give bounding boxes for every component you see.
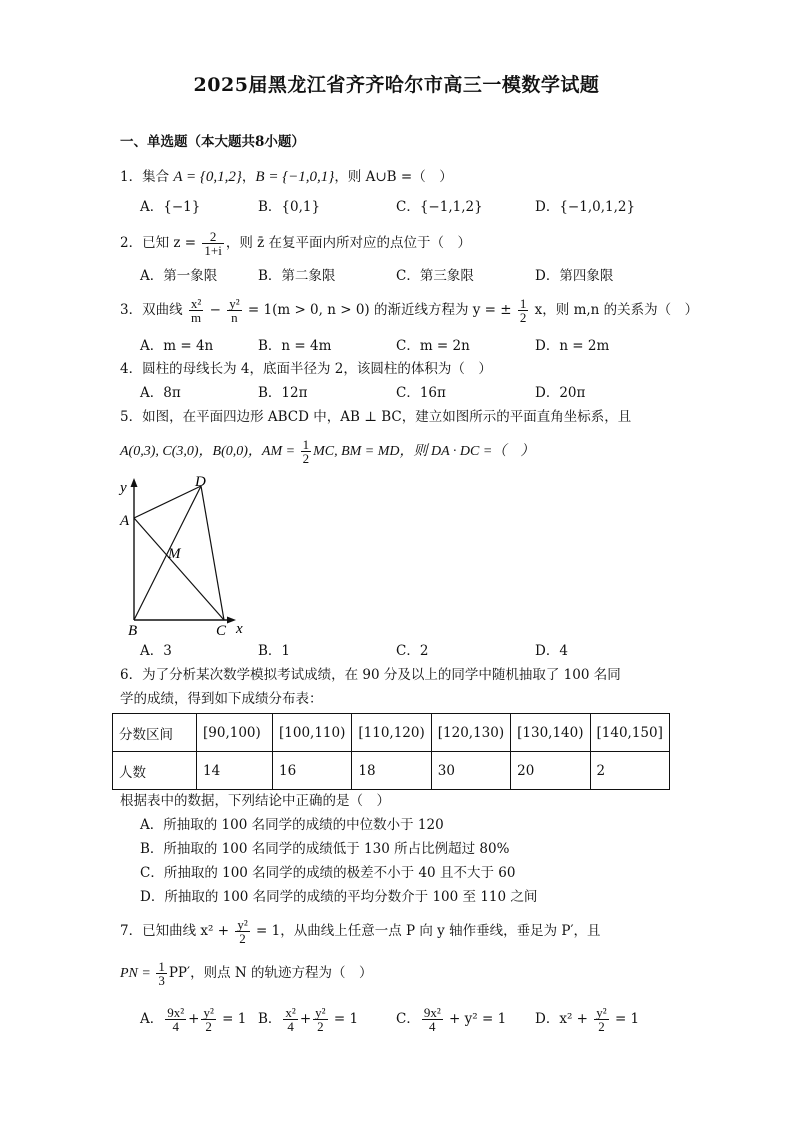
q3-cond: = 1(m > 0, n > 0) 的渐近线方程为 y = ± bbox=[243, 302, 516, 318]
q7-option-a: A． $\frac{\text{9x²}}{4}$ + $\frac{\text{y²}}{2}$ = 1 bbox=[140, 1005, 247, 1034]
q1-set-b: B = {−1,0,1} bbox=[255, 169, 335, 185]
q3-f3-den: 2 bbox=[519, 310, 527, 325]
table-cell: [100,110) bbox=[273, 714, 352, 752]
q7-c-f1n: 9x² bbox=[423, 1005, 441, 1020]
q7-c-frac1 bbox=[422, 1006, 443, 1033]
q1-tail: ，则 A∪B =（ ） bbox=[334, 169, 453, 185]
q6-option-b: B．所抽取的 100 名同学的成绩低于 130 所占比例超过 80% bbox=[140, 841, 510, 857]
q5-option-b: B．1 bbox=[258, 643, 291, 659]
table-cell: 2 bbox=[590, 752, 669, 790]
label-a: A bbox=[120, 513, 130, 529]
page-title: 2025届黑龙江省齐齐哈尔市高三一模数学试题 bbox=[193, 74, 600, 96]
q2-prefix: 2．已知 z = bbox=[120, 235, 201, 251]
q3-frac-x bbox=[189, 297, 203, 324]
table-cell: 分数区间 bbox=[113, 714, 197, 752]
q5-option-d: D．4 bbox=[535, 643, 568, 659]
q2-option-c: C．第三象限 bbox=[396, 268, 474, 284]
table-cell: 14 bbox=[197, 752, 273, 790]
q7-f2-den: 3 bbox=[158, 973, 165, 988]
q4-option-d: D．20π bbox=[535, 385, 586, 401]
q5-den: 2 bbox=[302, 451, 310, 466]
q1-option-b: B．{0,1} bbox=[258, 199, 321, 215]
table-cell: 人数 bbox=[113, 752, 197, 790]
q7-b-f2n: y² bbox=[315, 1005, 326, 1020]
q6-option-c: C．所抽取的 100 名同学的成绩的极差不小于 40 且不大于 60 bbox=[140, 865, 516, 881]
q7-d-pre: x² + bbox=[559, 1011, 593, 1027]
q3-f2-num: y² bbox=[229, 296, 240, 311]
q7-c-rest: + y² = 1 bbox=[444, 1011, 507, 1027]
q3-f3-num: 1 bbox=[519, 296, 527, 311]
question-7-stem-line2 bbox=[120, 958, 372, 989]
table-cell: 18 bbox=[352, 752, 431, 790]
q2-option-a: A．第一象限 bbox=[140, 268, 218, 284]
q1-prefix: 1．集合 bbox=[120, 169, 174, 185]
q1-set-a: A = {0,1,2} bbox=[173, 169, 242, 185]
q5-vec-am: AM = bbox=[261, 444, 299, 459]
q3-frac-y bbox=[227, 297, 241, 324]
q7-vec-pn: PN = bbox=[120, 966, 155, 981]
q2-fraction bbox=[202, 230, 223, 257]
q7-a-frac1 bbox=[165, 1006, 186, 1033]
q7-d-label: D． bbox=[535, 1011, 560, 1027]
q7-a-f2d: 2 bbox=[205, 1019, 212, 1034]
q2-den: 1+i bbox=[204, 243, 222, 258]
q3-option-d: D．n = 2m bbox=[535, 338, 610, 354]
q6-option-a: A．所抽取的 100 名同学的成绩的中位数小于 120 bbox=[140, 817, 444, 833]
q7-num: y² bbox=[237, 917, 248, 932]
q3-prefix: 3．双曲线 bbox=[120, 302, 187, 318]
q7-den: 2 bbox=[239, 931, 246, 946]
table-cell: [110,120) bbox=[352, 714, 431, 752]
q2-option-d: D．第四象限 bbox=[535, 268, 614, 284]
label-c: C bbox=[216, 623, 227, 639]
label-y: y bbox=[120, 480, 127, 496]
q5-num: 1 bbox=[302, 437, 310, 452]
question-6-after: 根据表中的数据，下列结论中正确的是（ ） bbox=[120, 793, 390, 809]
q5-figure bbox=[112, 470, 272, 640]
q7-a-f2n: y² bbox=[203, 1005, 214, 1020]
label-x: x bbox=[236, 621, 243, 637]
q7-b-f2d: 2 bbox=[317, 1019, 324, 1034]
q3-tail: x，则 m,n 的关系为（ ） bbox=[530, 302, 699, 318]
q1-option-c: C．{−1,1,2} bbox=[396, 199, 483, 215]
q3-f1-den: m bbox=[191, 310, 202, 325]
table-header-row bbox=[113, 714, 670, 752]
table-cell: [140,150] bbox=[590, 714, 669, 752]
q3-f2-den: n bbox=[231, 310, 238, 325]
q7-a-f1n: 9x² bbox=[167, 1005, 185, 1020]
question-4-stem: 4．圆柱的母线长为 4，底面半径为 2，该圆柱的体积为（ ） bbox=[120, 361, 492, 377]
x-axis-arrow bbox=[227, 617, 236, 624]
question-5-stem-line2 bbox=[120, 436, 534, 467]
table-row bbox=[113, 752, 670, 790]
q7-line2-tail: PP′，则点 N 的轨迹方程为（ ） bbox=[168, 965, 373, 981]
question-5-stem-line1: 5．如图，在平面四边形 ABCD 中，AB ⊥ BC，建立如图所示的平面直角坐标系，且 bbox=[120, 409, 632, 425]
q7-a-label: A． bbox=[140, 1011, 164, 1027]
segment-ad bbox=[134, 486, 201, 518]
segment-ac bbox=[134, 518, 224, 620]
q1-option-d: D．{−1,0,1,2} bbox=[535, 199, 636, 215]
q5-points: A(0,3), C(3,0)，B(0,0)， bbox=[120, 444, 262, 459]
q1-sep: ， bbox=[241, 169, 256, 185]
q3-option-a: A．m = 4n bbox=[140, 338, 214, 354]
q7-d-rest: = 1 bbox=[610, 1011, 640, 1027]
table-cell: [120,130) bbox=[431, 714, 510, 752]
q5-option-c: C．2 bbox=[396, 643, 429, 659]
question-6-stem-line2: 学的成绩，得到如下成绩分布表： bbox=[120, 691, 323, 707]
question-3-stem bbox=[120, 295, 698, 325]
q5-fraction bbox=[301, 438, 312, 465]
label-b: B bbox=[128, 623, 138, 639]
q7-d-fn: y² bbox=[596, 1005, 607, 1020]
q1-option-a: A．{−1} bbox=[140, 199, 201, 215]
q7-prefix: 7．已知曲线 x² + bbox=[120, 923, 234, 939]
q7-a-frac2 bbox=[201, 1006, 215, 1033]
q6-option-d: D．所抽取的 100 名同学的成绩的平均分数介于 100 至 110 之间 bbox=[140, 889, 538, 905]
label-d: D bbox=[195, 474, 206, 490]
q4-option-c: C．16π bbox=[396, 385, 446, 401]
q3-option-c: C．m = 2n bbox=[396, 338, 470, 354]
section-heading: 一、单选题（本大题共8小题） bbox=[120, 134, 305, 150]
q7-f2-num: 1 bbox=[158, 959, 165, 974]
question-6-stem-line1: 6．为了分析某次数学模拟考试成绩，在 90 分及以上的同学中随机抽取了 100 名同 bbox=[120, 667, 621, 683]
q7-fraction bbox=[235, 918, 249, 945]
label-m: M bbox=[168, 546, 181, 562]
question-7-stem-line1 bbox=[120, 916, 601, 946]
q7-tail: = 1，从曲线上任意一点 P 向 y 轴作垂线，垂足为 P′，且 bbox=[251, 923, 601, 939]
q7-option-c bbox=[396, 1004, 506, 1034]
table-cell: 30 bbox=[431, 752, 510, 790]
segment-dc bbox=[201, 486, 224, 620]
y-axis-arrow bbox=[131, 478, 138, 487]
q7-fraction-2 bbox=[156, 960, 167, 987]
q7-option-d bbox=[535, 1004, 639, 1034]
table-cell: 20 bbox=[511, 752, 590, 790]
q3-frac-half bbox=[518, 297, 529, 324]
table-cell: [90,100) bbox=[197, 714, 273, 752]
q2-option-b: B．第二象限 bbox=[258, 268, 336, 284]
q7-option-b: B． $\frac{\text{x²}}{4}$ + $\frac{\text{y²}}{2}$ = 1 bbox=[258, 1005, 359, 1034]
table-cell: 16 bbox=[273, 752, 352, 790]
q2-tail: ，则 z̄ 在复平面内所对应的点位于（ ） bbox=[225, 235, 472, 251]
q7-c-label: C． bbox=[396, 1011, 420, 1027]
q3-option-b: B．n = 4m bbox=[258, 338, 332, 354]
q7-a-f1d: 4 bbox=[172, 1019, 179, 1034]
question-1-stem bbox=[120, 168, 453, 186]
q7-d-frac bbox=[594, 1006, 608, 1033]
q4-option-a: A．8π bbox=[140, 385, 181, 401]
table-cell: [130,140) bbox=[511, 714, 590, 752]
question-2-stem bbox=[120, 228, 471, 258]
q3-f1-num: x² bbox=[190, 296, 202, 311]
q7-b-rest: = 1 bbox=[329, 1011, 359, 1027]
score-distribution-table bbox=[112, 713, 670, 790]
q7-b-frac1 bbox=[283, 1006, 297, 1033]
q7-b-f1n: x² bbox=[285, 1005, 296, 1020]
q3-minus: − bbox=[205, 302, 226, 318]
q5-option-a: A．3 bbox=[140, 643, 172, 659]
q2-num: 2 bbox=[202, 230, 223, 244]
q5-tail: MC, BM = MD，则 DA · DC =（ ） bbox=[313, 444, 535, 459]
q7-c-f1d: 4 bbox=[429, 1019, 436, 1034]
q7-b-f1d: 4 bbox=[287, 1019, 294, 1034]
q7-b-label: B． bbox=[258, 1011, 282, 1027]
q7-d-fd: 2 bbox=[598, 1019, 605, 1034]
q4-option-b: B．12π bbox=[258, 385, 308, 401]
q7-b-frac2 bbox=[313, 1006, 327, 1033]
q7-a-rest: = 1 bbox=[217, 1011, 247, 1027]
